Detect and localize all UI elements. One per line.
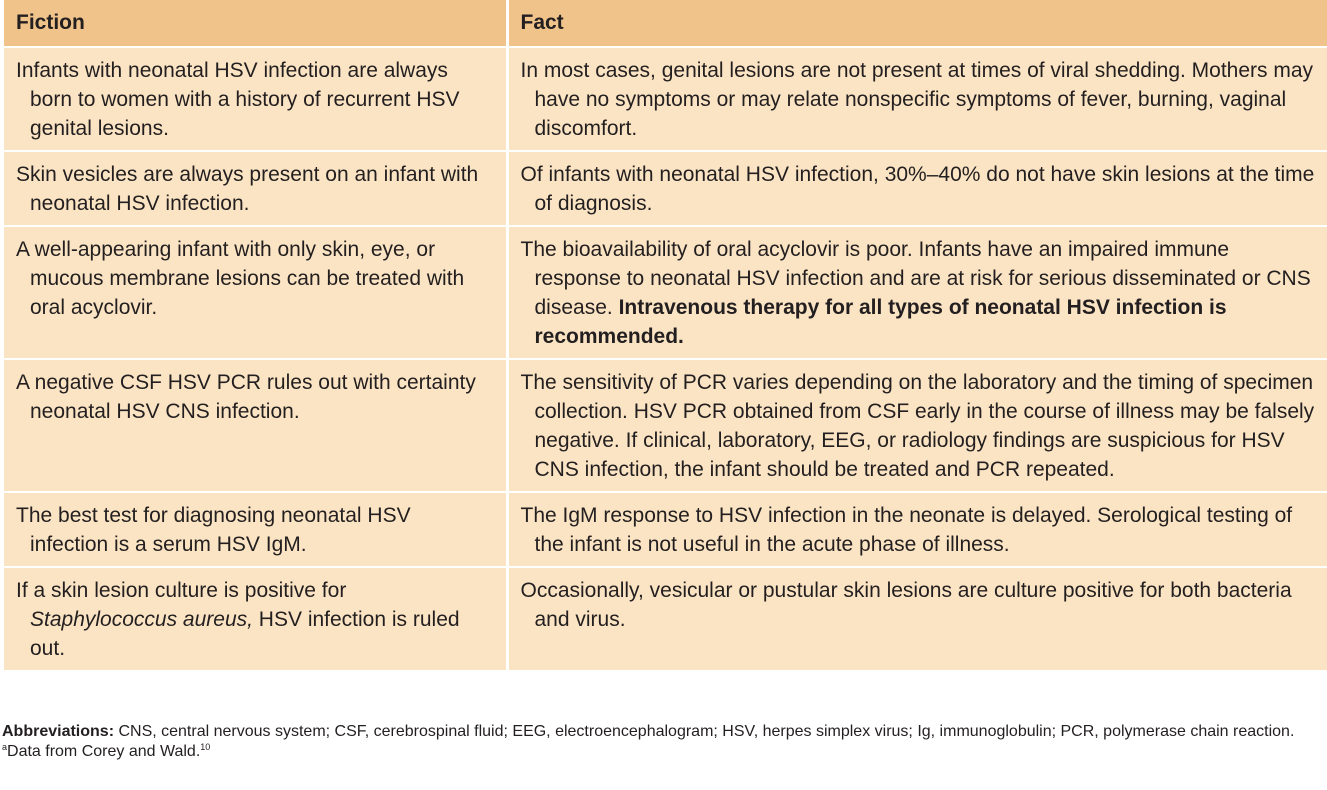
fact-cell: [507, 151, 1327, 226]
fiction-text: [16, 368, 494, 426]
fact-cell: [507, 226, 1327, 359]
abbreviations-text: CNS, central nervous system; CSF, cerebrospinal fluid; EEG, electroencephalogram; HSV, herpes simplex virus; Ig, immunoglobulin; PCR, polymerase chain reaction.: [114, 723, 1295, 740]
table-row: [4, 226, 1327, 359]
abbreviations-note: [2, 722, 1322, 742]
fact-cell: [507, 492, 1327, 567]
table-footnotes: [2, 722, 1322, 762]
table-header-row: [4, 0, 1327, 47]
source-text: Data from Corey and Wald.: [7, 743, 201, 760]
fiction-cell: [4, 567, 507, 670]
fact-cell: [507, 47, 1327, 151]
fiction-cell: [4, 226, 507, 359]
fact-text: [521, 501, 1316, 559]
fact-text-segment: Intravenous therapy for all types of neonatal HSV infection is recommended.: [534, 296, 1227, 348]
fact-text-segment: Occasionally, vesicular or pustular skin lesions are culture positive for both bacteria and virus.: [520, 579, 1292, 631]
table-row: [4, 359, 1327, 492]
fact-text-segment: The IgM response to HSV infection in the neonate is delayed. Serological testing of the infant is not useful in the acute phase of illness.: [520, 504, 1293, 556]
table-row: [4, 151, 1327, 226]
fiction-fact-table: [4, 0, 1327, 670]
fact-text-segment: Of infants with neonatal HSV infection, 30%–40% do not have skin lesions at the time of diagnosis.: [520, 163, 1315, 215]
source-marker: a: [2, 742, 8, 752]
table-row: [4, 567, 1327, 670]
fiction-text-segment: A well-appearing infant with only skin, eye, or mucous membrane lesions can be treated with oral acyclovir.: [16, 238, 465, 319]
fact-cell: [507, 359, 1327, 492]
column-header-fiction: Fiction: [4, 0, 507, 47]
fact-text: [521, 160, 1316, 218]
source-reference: 10: [200, 742, 211, 752]
fact-text-segment: In most cases, genital lesions are not present at times of viral shedding. Mothers may have no symptoms or may relate nonspecific symptoms of fever, burning, vaginal discomfort.: [520, 59, 1314, 140]
fiction-text-segment: The best test for diagnosing neonatal HSV infection is a serum HSV IgM.: [16, 504, 411, 556]
fact-text-segment: The sensitivity of PCR varies depending on the laboratory and the timing of specimen collection. HSV PCR obtained from CSF early in the course of illness may be falsely negative. If clinical, laboratory, EEG, or radiology findings are suspicious for HSV CNS infection, the infant should be treated and PCR repeated.: [520, 371, 1315, 481]
source-note: [2, 742, 1322, 762]
fiction-text-segment: If a skin lesion culture is positive for: [16, 579, 347, 602]
fact-cell: [507, 567, 1327, 670]
table-row: [4, 492, 1327, 567]
fiction-text-segment: Staphylococcus aureus,: [30, 608, 253, 631]
fiction-text: [16, 160, 494, 218]
fact-text-segment: The bioavailability of oral acyclovir is poor. Infants have an impaired immune response to neonatal HSV infection and are at risk for serious disseminated or CNS disease.: [520, 238, 1311, 319]
fiction-cell: [4, 151, 507, 226]
fact-text: [521, 368, 1316, 484]
fiction-text-segment: HSV infection is ruled out.: [30, 608, 460, 660]
fiction-text-segment: Skin vesicles are always present on an infant with neonatal HSV infection.: [16, 163, 479, 215]
fiction-cell: [4, 492, 507, 567]
fact-text: [521, 56, 1316, 143]
fiction-text-segment: A negative CSF HSV PCR rules out with certainty neonatal HSV CNS infection.: [16, 371, 476, 423]
table-body: [4, 47, 1327, 670]
fiction-text-segment: Infants with neonatal HSV infection are always born to women with a history of recurrent HSV genital lesions.: [16, 59, 460, 140]
fiction-text: [16, 235, 494, 322]
column-header-fact: Fact: [507, 0, 1327, 47]
fact-text: [521, 576, 1316, 634]
fiction-text: [16, 501, 494, 559]
abbreviations-label: Abbreviations:: [2, 723, 115, 740]
fiction-cell: [4, 359, 507, 492]
fiction-cell: [4, 47, 507, 151]
fiction-text: [16, 576, 494, 663]
fiction-text: [16, 56, 494, 143]
table-row: [4, 47, 1327, 151]
fact-text: [521, 235, 1316, 351]
